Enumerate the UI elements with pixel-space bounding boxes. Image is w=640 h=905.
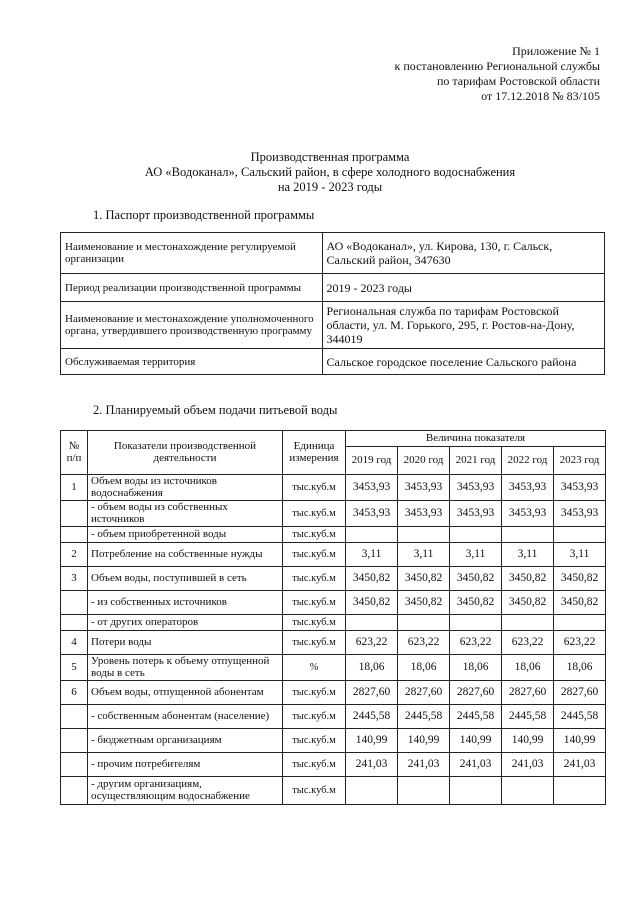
table-row [61,591,606,615]
row-value: 623,22 [398,631,450,655]
row-value: 241,03 [398,753,450,777]
row-indicator: Уровень потерь к объему отпущенной воды в сеть [88,655,283,681]
passport-value: 2019 - 2023 годы [322,274,604,302]
row-value: 241,03 [554,753,606,777]
row-value: 2445,58 [554,705,606,729]
row-value: 3450,82 [554,567,606,591]
passport-value: Сальское городское поселение Сальского района [322,349,604,375]
table-row [61,681,606,705]
row-value: 3453,93 [398,475,450,501]
row-number: 4 [61,631,88,655]
row-value: 241,03 [346,753,398,777]
row-number [61,591,88,615]
appendix-line: к постановлению Региональной службы [394,59,600,73]
appendix-line: по тарифам Ростовской области [436,74,600,88]
row-indicator: - из собственных источников [88,591,283,615]
row-unit: тыс.куб.м [283,501,346,527]
passport-row [61,349,605,375]
section-2-heading: 2. Планируемый объем подачи питьевой воды [93,403,338,417]
row-value [554,527,606,543]
passport-value: Региональная служба по тарифам Ростовской области, ул. М. Горького, 295, г. Ростов-на-Дону, 344019 [322,302,604,349]
row-value: 3,11 [398,543,450,567]
water-volume-table [60,430,606,805]
row-value: 18,06 [450,655,502,681]
row-indicator: - объем воды из собственных источников [88,501,283,527]
row-value: 140,99 [502,729,554,753]
row-value: 2445,58 [346,705,398,729]
row-indicator: - прочим потребителям [88,753,283,777]
row-indicator: - объем приобретенной воды [88,527,283,543]
row-unit: тыс.куб.м [283,777,346,805]
header-year: 2019 год [346,447,398,475]
row-value: 3450,82 [502,591,554,615]
row-value: 140,99 [554,729,606,753]
row-value: 3453,93 [554,475,606,501]
passport-row [61,274,605,302]
row-value: 3,11 [346,543,398,567]
passport-table [60,232,605,375]
row-number: 2 [61,543,88,567]
table-row [61,475,606,501]
row-value: 3450,82 [450,567,502,591]
row-indicator: Потери воды [88,631,283,655]
header-year: 2020 год [398,447,450,475]
row-value: 18,06 [398,655,450,681]
row-value [346,615,398,631]
row-value [398,527,450,543]
passport-value: АО «Водоканал», ул. Кирова, 130, г. Сальск, Сальский район, 347630 [322,233,604,274]
row-value: 2827,60 [450,681,502,705]
row-indicator: - бюджетным организациям [88,729,283,753]
row-value: 3450,82 [450,591,502,615]
table-row [61,729,606,753]
row-value: 623,22 [502,631,554,655]
title-line: на 2019 - 2023 годы [277,180,383,194]
row-value: 140,99 [346,729,398,753]
row-unit: тыс.куб.м [283,591,346,615]
row-value [346,527,398,543]
row-value: 18,06 [554,655,606,681]
row-number [61,729,88,753]
row-unit: тыс.куб.м [283,615,346,631]
row-value: 2445,58 [502,705,554,729]
title-line: Производственная программа [250,150,410,164]
row-value [398,615,450,631]
table-row [61,631,606,655]
document-title [60,150,600,195]
header-indicator: Показатели производственной деятельности [88,431,283,475]
row-indicator: Объем воды, отпущенной абонентам [88,681,283,705]
row-value [502,615,554,631]
passport-label: Обслуживаемая территория [61,349,323,375]
row-indicator: - от других операторов [88,615,283,631]
row-value: 3453,93 [502,501,554,527]
row-value: 3453,93 [502,475,554,501]
row-value [346,777,398,805]
row-value: 3453,93 [346,475,398,501]
passport-row [61,233,605,274]
row-number [61,501,88,527]
row-value: 3450,82 [346,591,398,615]
row-value: 3450,82 [502,567,554,591]
row-value: 2827,60 [398,681,450,705]
appendix-header [395,44,600,104]
row-value: 3,11 [450,543,502,567]
row-number: 5 [61,655,88,681]
table-row [61,655,606,681]
row-indicator: Потребление на собственные нужды [88,543,283,567]
row-indicator: - другим организациям, осуществляющим водоснабжение [88,777,283,805]
row-number: 6 [61,681,88,705]
row-value [502,777,554,805]
table-row [61,543,606,567]
row-value: 241,03 [502,753,554,777]
row-number: 1 [61,475,88,501]
row-unit: тыс.куб.м [283,527,346,543]
row-value: 2827,60 [346,681,398,705]
row-value: 3453,93 [398,501,450,527]
row-value [502,527,554,543]
header-unit: Единица измерения [283,431,346,475]
row-value: 18,06 [502,655,554,681]
row-number [61,615,88,631]
row-unit: тыс.куб.м [283,475,346,501]
row-indicator: - собственным абонентам (население) [88,705,283,729]
row-value: 3453,93 [450,475,502,501]
table-header-row [61,431,606,447]
row-value: 3450,82 [398,567,450,591]
row-value: 623,22 [554,631,606,655]
row-unit: тыс.куб.м [283,681,346,705]
row-value [450,615,502,631]
header-year: 2022 год [502,447,554,475]
row-value [450,777,502,805]
row-value: 241,03 [450,753,502,777]
table-row [61,501,606,527]
row-value [398,777,450,805]
appendix-line: от 17.12.2018 № 83/105 [481,89,600,103]
row-value [554,615,606,631]
passport-label: Период реализации производственной программы [61,274,323,302]
row-value: 623,22 [450,631,502,655]
row-value: 140,99 [398,729,450,753]
header-value: Величина показателя [346,431,606,447]
row-unit: тыс.куб.м [283,543,346,567]
table-row [61,567,606,591]
row-value: 140,99 [450,729,502,753]
row-value: 3453,93 [554,501,606,527]
row-unit: % [283,655,346,681]
header-no: № п/п [61,431,88,475]
row-value: 3450,82 [346,567,398,591]
header-year: 2021 год [450,447,502,475]
row-value [554,777,606,805]
row-indicator: Объем воды из источников водоснабжения [88,475,283,501]
title-line: АО «Водоканал», Сальский район, в сфере холодного водоснабжения [144,165,516,179]
row-unit: тыс.куб.м [283,705,346,729]
row-value: 2445,58 [450,705,502,729]
header-year: 2023 год [554,447,606,475]
passport-row [61,302,605,349]
row-value: 3453,93 [450,501,502,527]
table-row [61,615,606,631]
row-value: 2827,60 [554,681,606,705]
row-value [450,527,502,543]
row-value: 2827,60 [502,681,554,705]
row-value: 2445,58 [398,705,450,729]
row-unit: тыс.куб.м [283,567,346,591]
row-value: 623,22 [346,631,398,655]
passport-label: Наименование и местонахождение уполномоченного органа, утвердившего производственную программу [61,302,323,349]
table-row [61,753,606,777]
table-row [61,705,606,729]
table-row [61,527,606,543]
row-indicator: Объем воды, поступившей в сеть [88,567,283,591]
row-value: 3450,82 [398,591,450,615]
row-value: 3,11 [502,543,554,567]
row-unit: тыс.куб.м [283,753,346,777]
row-value: 18,06 [346,655,398,681]
row-number [61,753,88,777]
row-number [61,705,88,729]
row-unit: тыс.куб.м [283,631,346,655]
table-row [61,777,606,805]
section-1-heading: 1. Паспорт производственной программы [93,208,315,222]
passport-label: Наименование и местонахождение регулируемой организации [61,233,323,274]
table-body [61,475,606,805]
row-number [61,777,88,805]
row-number: 3 [61,567,88,591]
appendix-line: Приложение № 1 [512,44,600,58]
row-value: 3,11 [554,543,606,567]
row-unit: тыс.куб.м [283,729,346,753]
row-number [61,527,88,543]
row-value: 3450,82 [554,591,606,615]
row-value: 3453,93 [346,501,398,527]
